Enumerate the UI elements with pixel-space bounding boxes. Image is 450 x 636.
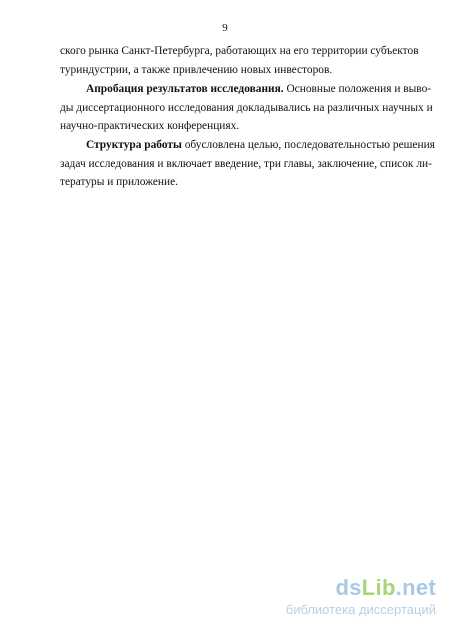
text-fragment: Основные положения и выво- [283,83,432,95]
text-line [60,136,435,155]
text-line: научно-практических конференциях. [60,120,240,132]
paragraph-continuation [60,42,419,79]
section-heading-approbation: Апробация результатов исследования. [86,83,284,95]
logo-part-net: .net [395,575,436,600]
logo-part-ds: ds [335,575,362,600]
dslib-watermark [246,576,436,618]
section-heading-structure: Структура работы [86,139,182,151]
dslib-logo [246,576,436,600]
text-line: тературы и приложение. [60,176,179,188]
text-line: задач исследования и включает введение, три главы, заключение, список ли- [60,157,432,170]
watermark-tagline: библиотека диссертаций [285,602,436,617]
text-line: туриндустрии, а также привлечению новых инвесторов. [60,63,333,76]
paragraph-structure [60,136,435,192]
paragraph-approbation [60,80,433,136]
page-number: 9 [222,22,228,34]
text-line [60,80,432,99]
logo-part-lib: Lib [361,575,396,600]
text-line: ского рынка Санкт-Петербурга, работающих на его территории субъектов [60,45,419,57]
text-fragment: обусловлена целью, последовательностью решения [181,139,435,151]
text-line: ды диссертационного исследования докладывались на различных научных и [60,101,433,114]
